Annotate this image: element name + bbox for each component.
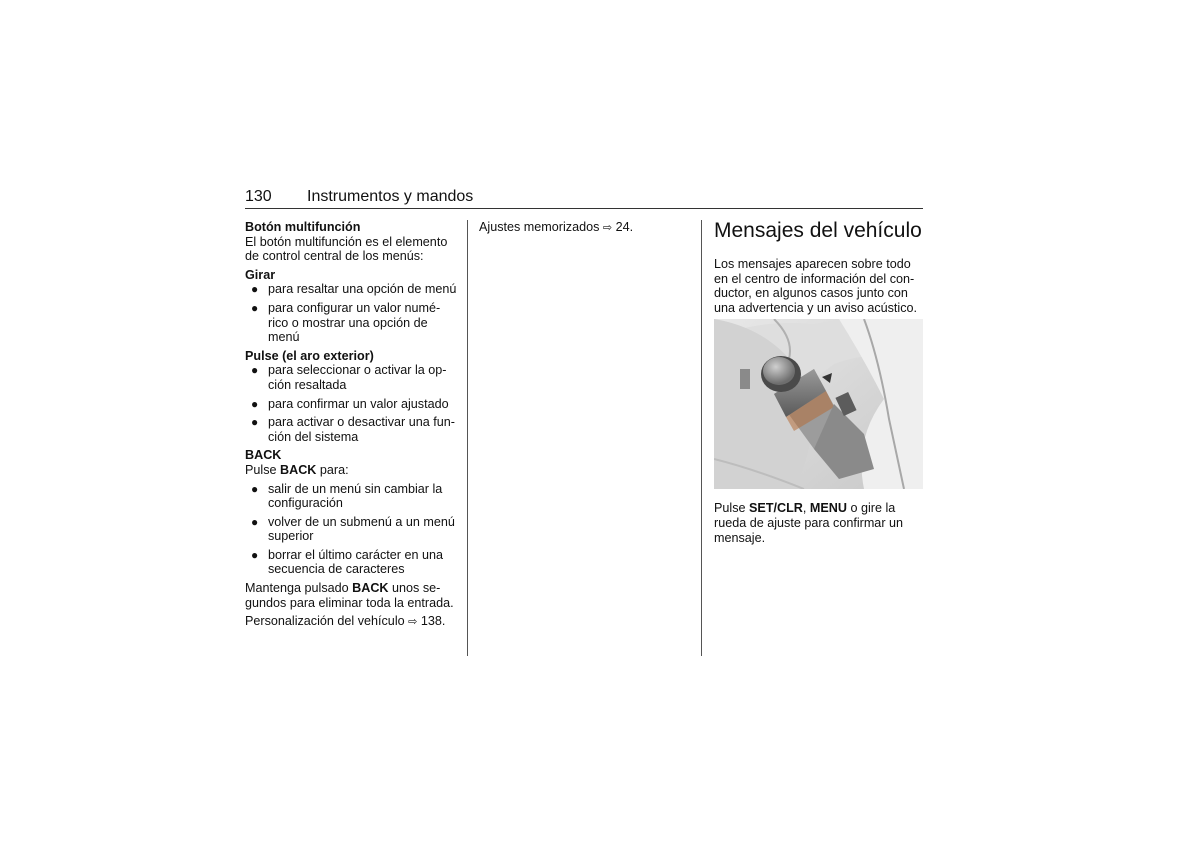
heading-multifunction: Botón multifunción: [245, 220, 361, 234]
list-pulse: [245, 363, 460, 444]
heading-back: BACK: [245, 448, 282, 463]
paragraph-back: Pulse BACK para:: [245, 462, 349, 477]
list-item: ● para seleccionar o activar la op-ción resaltada: [251, 363, 447, 392]
column-3: [714, 219, 924, 549]
paragraph-messages: Los mensajes aparecen sobre todo en el centro de información del con-ductor, en algunos casos junto con una advertencia y un aviso acústico.: [714, 257, 918, 315]
bullet-icon: ●: [251, 547, 259, 562]
paragraph-intro: El botón multifunción es el elemento de control central de los menús:: [245, 234, 448, 264]
column-divider-1: [467, 220, 468, 656]
list-item: ● salir de un menú sin cambiar la configuración: [251, 481, 443, 511]
paragraph-confirm: Pulse SET/CLR, MENU o gire la rueda de ajuste para confirmar un mensaje.: [714, 501, 904, 545]
column-2: [479, 220, 694, 240]
list-item: ● para activar o desactivar una fun-ción del sistema: [251, 415, 455, 444]
cross-reference[interactable]: Personalización del vehículo ⇨ 138.: [245, 614, 446, 629]
bullet-icon: ●: [251, 300, 259, 315]
heading-pulse: Pulse (el aro exterior): [245, 348, 374, 363]
menu-label: MENU: [809, 501, 847, 516]
bullet-icon: ●: [251, 415, 259, 430]
heading-girar: Girar: [245, 267, 276, 282]
column-divider-2: [701, 220, 702, 656]
page-number: 130: [245, 188, 272, 205]
bullet-icon: ●: [251, 396, 259, 411]
list-item: ● para configurar un valor numé-rico o mostrar una opción de menú: [251, 300, 441, 345]
steering-column-stalk-photo: [714, 319, 923, 489]
arrow-ref-icon: ⇨: [602, 222, 613, 234]
list-girar: [245, 282, 460, 344]
set-clr-label: SET/CLR: [749, 501, 803, 516]
paragraph-hold: Mantenga pulsado BACK unos se-gundos para eliminar toda la entrada.: [245, 581, 454, 610]
section-title: Instrumentos y mandos: [307, 188, 474, 205]
arrow-ref-icon: ⇨: [408, 616, 418, 629]
list-item: ● para confirmar un valor ajustado: [251, 396, 449, 411]
list-item: ● borrar el último carácter en una secuencia de caracteres: [251, 547, 443, 577]
column-1: [245, 220, 460, 634]
list-item: ● volver de un submenú a un menú superior: [251, 514, 455, 544]
heading-vehicle-messages: Mensajes del vehículo: [714, 219, 922, 242]
cross-reference[interactable]: Ajustes memorizados ⇨ 24.: [479, 220, 634, 234]
bullet-icon: ●: [251, 282, 259, 297]
bullet-icon: ●: [251, 363, 259, 378]
bullet-icon: ●: [251, 514, 259, 529]
list-item: ● para resaltar una opción de menú: [251, 282, 457, 297]
bullet-icon: ●: [251, 481, 259, 496]
page-header: [245, 188, 923, 209]
list-back: [245, 482, 460, 578]
